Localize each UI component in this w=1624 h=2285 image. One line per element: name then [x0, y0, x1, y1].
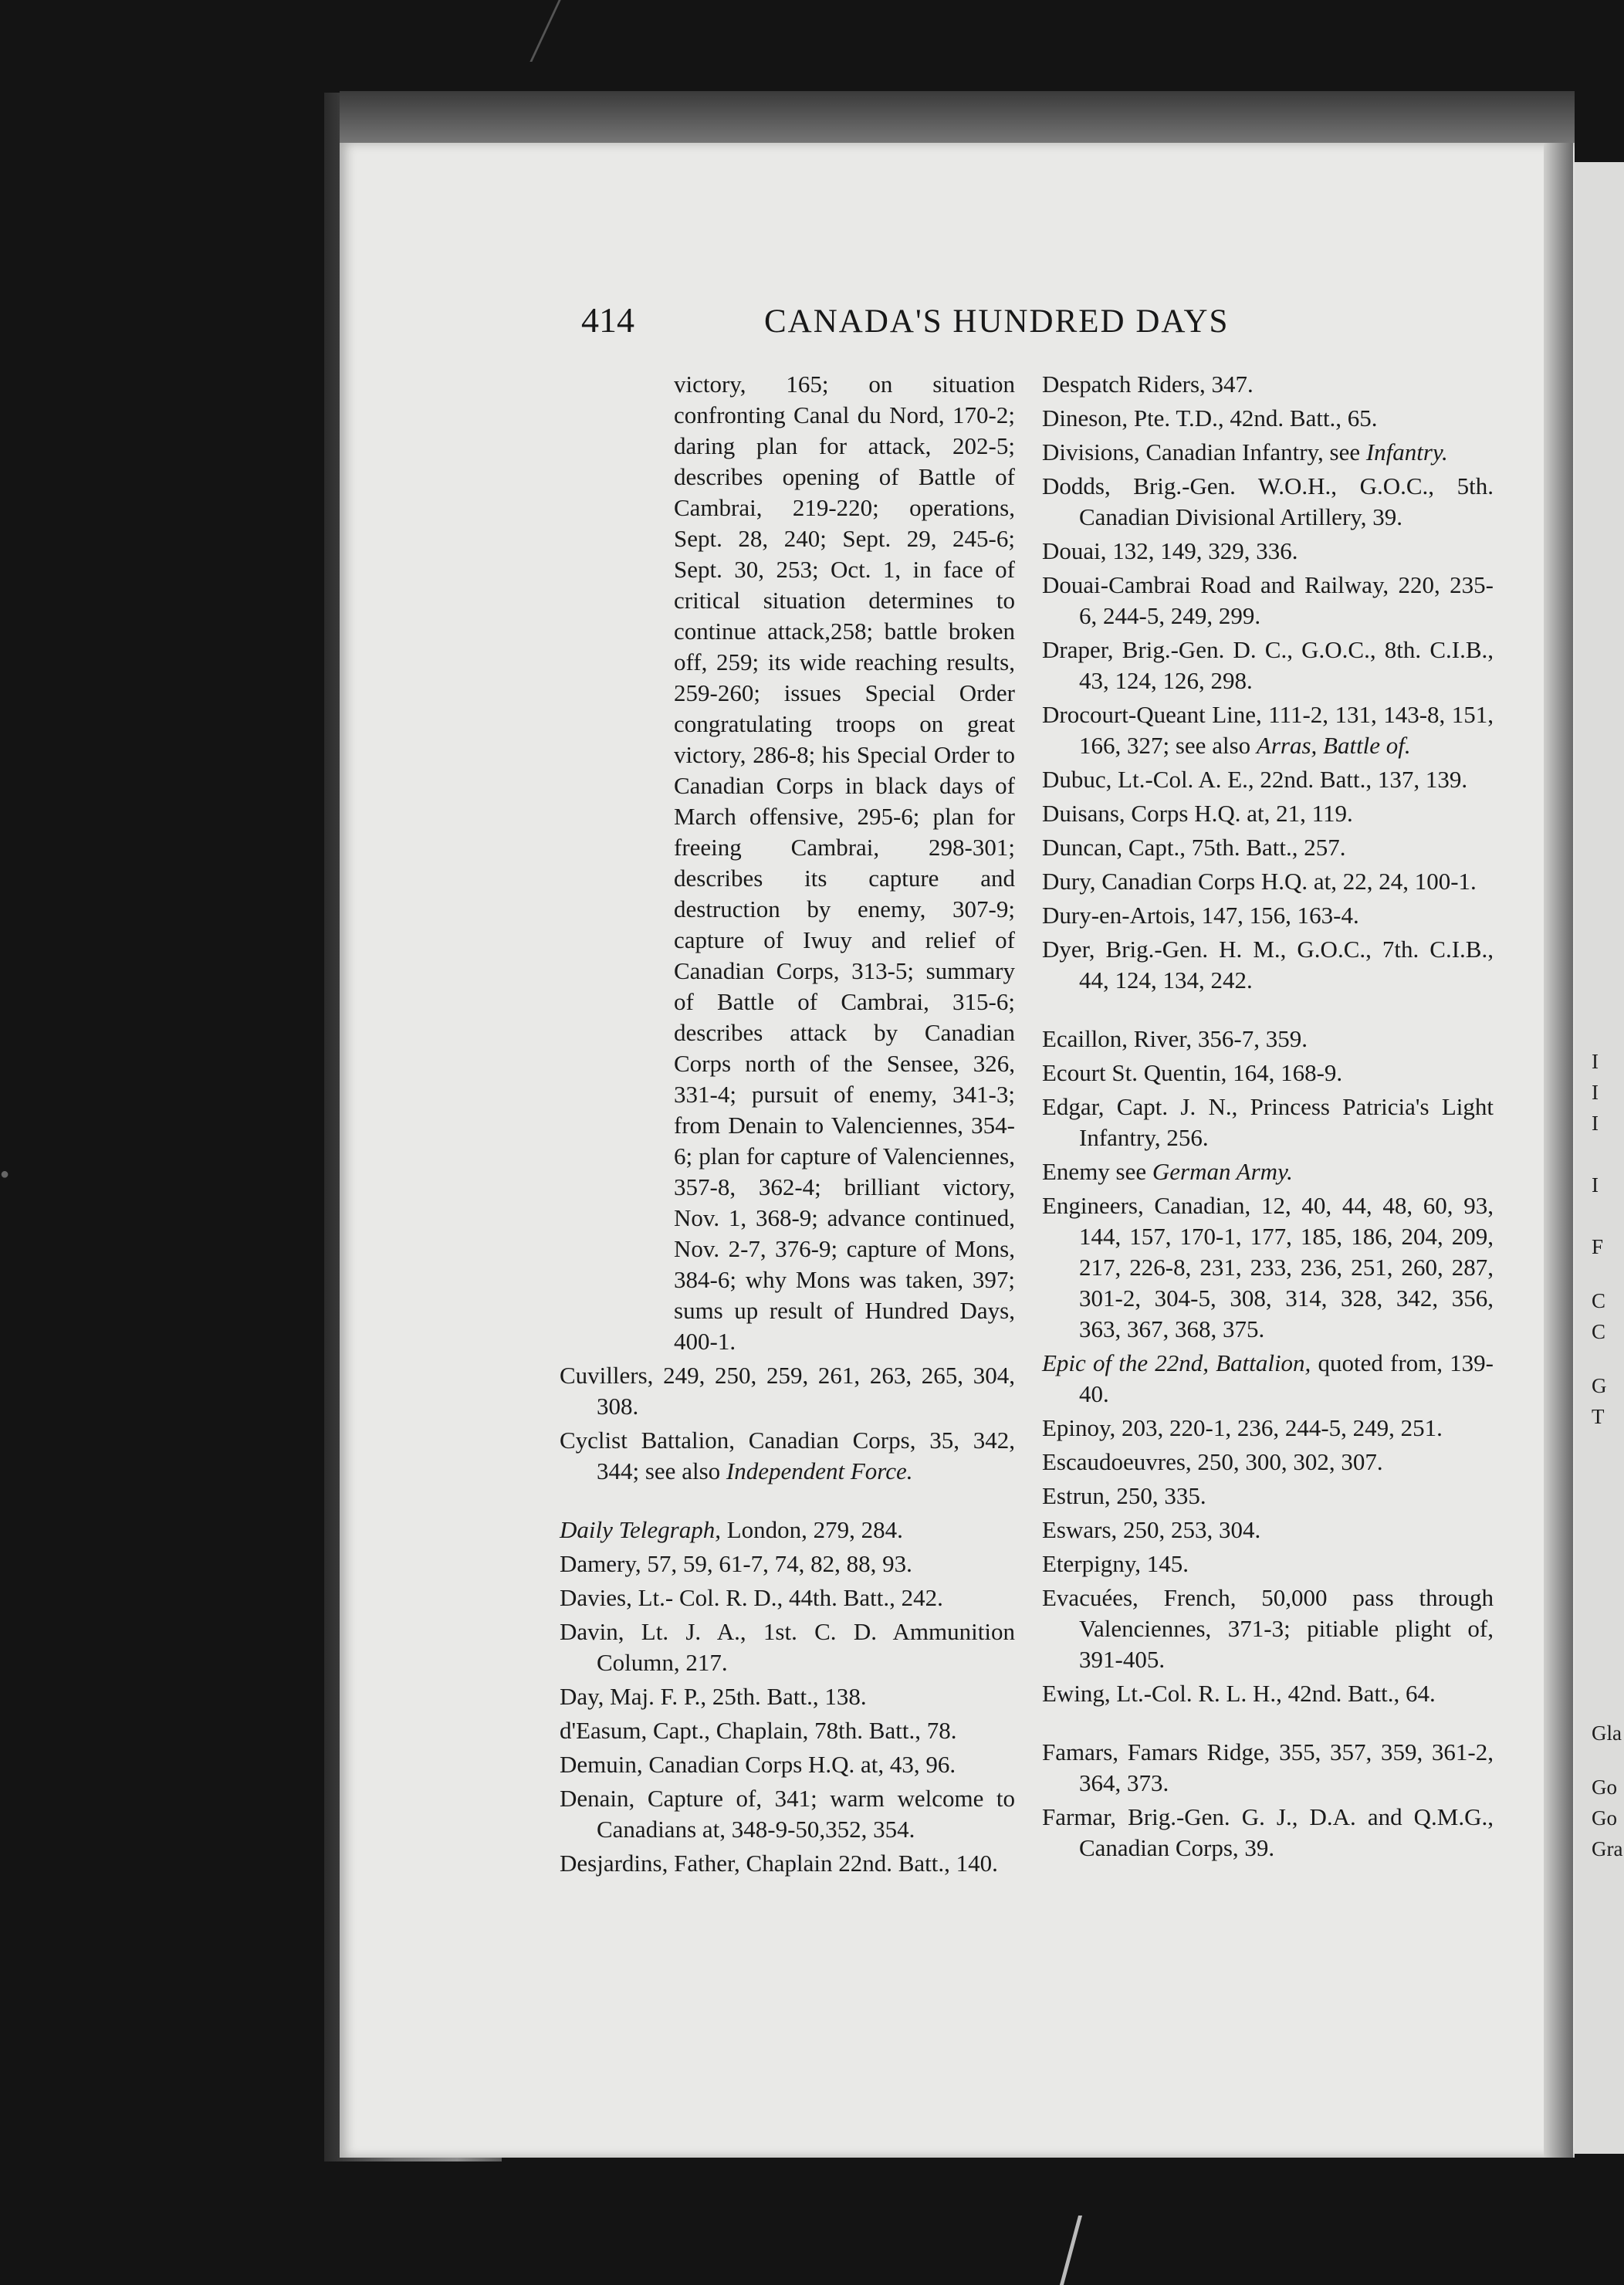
index-entry: Dineson, Pte. T.D., 42nd. Batt., 65.	[1042, 405, 1378, 432]
index-entry: Douai, 132, 149, 329, 336.	[1042, 537, 1298, 564]
index-column-right	[1042, 369, 1494, 1867]
index-entry: Despatch Riders, 347.	[1042, 371, 1254, 398]
index-entry: Eswars, 250, 253, 304.	[1042, 1516, 1261, 1543]
entry-cross-reference: German Army.	[1152, 1158, 1293, 1185]
index-entry: Dury-en-Artois, 147, 156, 163-4.	[1042, 902, 1359, 929]
next-page	[1575, 162, 1624, 2154]
running-title: CANADA'S HUNDRED DAYS	[764, 303, 1230, 340]
index-entry: Duncan, Capt., 75th. Batt., 257.	[1042, 834, 1346, 861]
entry-cross-reference: Infantry.	[1365, 438, 1448, 465]
index-entry: Estrun, 250, 335.	[1042, 1482, 1206, 1509]
index-entry: Dury, Canadian Corps H.Q. at, 22, 24, 100-1.	[1042, 868, 1477, 895]
entry-cross-reference: Independent Force.	[726, 1457, 913, 1484]
next-page-fragment: Go	[1592, 1776, 1617, 1799]
scan-speck: ●	[0, 1166, 10, 1183]
next-page-fragment: Gla	[1592, 1721, 1622, 1745]
index-entry	[560, 1515, 1015, 1545]
entry-text: London, 279, 284.	[720, 1516, 903, 1543]
entry-title: Daily Telegraph,	[560, 1516, 721, 1543]
index-entry	[1042, 1348, 1494, 1410]
index-entry: Duisans, Corps H.Q. at, 21, 119.	[1042, 800, 1353, 827]
index-entry: Engineers, Canadian, 12, 40, 44, 48, 60, 93, 144, 157, 170-1, 177, 185, 186, 204, 209, 217, 226-8, 231, 233, 236, 251, 260, 287, 301-2, 304-5, 308, 314, 328, 342, 356, 363, 367, 368, 375.	[1042, 1192, 1494, 1342]
index-entry	[1042, 437, 1494, 468]
letter-gap	[1042, 1712, 1494, 1737]
index-entry	[560, 1425, 1015, 1487]
next-page-fragment: I	[1592, 1081, 1599, 1104]
index-entry: Farmar, Brig.-Gen. G. J., D.A. and Q.M.G., Canadian Corps, 39.	[1042, 1803, 1494, 1861]
index-column-left	[560, 369, 1015, 1882]
next-page-fragment: C	[1592, 1289, 1606, 1312]
index-entry: Ecourt St. Quentin, 164, 168-9.	[1042, 1059, 1343, 1086]
page-number: 414	[581, 300, 634, 340]
index-entry: Davin, Lt. J. A., 1st. C. D. Ammunition Column, 217.	[560, 1618, 1015, 1676]
index-entry: Denain, Capture of, 341; warm welcome to Canadians at, 348-9-50,352, 354.	[560, 1785, 1015, 1843]
continuation-text: victory, 165; on situation confronting Canal du Nord, 170-2; daring plan for attack, 202-5; describes opening of Battle of Cambrai, 219-220; operations, Sept. 28, 240; Sept. 29, 245-6; Sept. 30, 253; Oct. 1, in face of critical situation determines to continue attack,258; battle broken off, 259; its wide reaching results, 259-260; issues Special Order congratulating troops on great victory, 286-8; his Special Order to Canadian Corps in black days of March offensive, 295-6; plan for freeing Cambrai, 298-301; describes its capture and destruction by enemy, 307-9; capture of Iwuy and relief of Canadian Corps, 313-5; summary of Battle of Cambrai, 315-6; describes attack by Canadian Corps north of the Sensee, 326, 331-4; pursuit of enemy, 341-3; from Denain to Valenciennes, 354-6; plan for capture of Valenciennes, 357-8, 362-4; brilliant victory, Nov. 1, 368-9; advance continued, Nov. 2-7, 376-9; capture of Mons, 384-6; why Mons was taken, 397; sums up result of Hundred Days, 400-1.	[674, 371, 1015, 1355]
book-gutter	[1544, 143, 1573, 2158]
page-top-edge	[340, 91, 1575, 145]
next-page-fragment: Gra	[1592, 1837, 1623, 1860]
index-entry: Ecaillon, River, 356-7, 359.	[1042, 1025, 1308, 1052]
entry-title: Epic of the 22nd, Battalion,	[1042, 1349, 1311, 1376]
index-entry-continuation	[560, 369, 1015, 1357]
index-entry: Damery, 57, 59, 61-7, 74, 82, 88, 93.	[560, 1550, 912, 1577]
index-entry: Day, Maj. F. P., 25th. Batt., 138.	[560, 1683, 867, 1710]
letter-gap	[560, 1490, 1015, 1515]
entry-text: Divisions, Canadian Infantry, see	[1042, 438, 1366, 465]
index-entry: Evacuées, French, 50,000 pass through Valenciennes, 371-3; pitiable plight of, 391-405.	[1042, 1584, 1494, 1673]
entry-text: quoted from, 139-40.	[1079, 1349, 1494, 1407]
index-entry: Dyer, Brig.-Gen. H. M., G.O.C., 7th. C.I.B., 44, 124, 134, 242.	[1042, 936, 1494, 994]
index-entry: Dubuc, Lt.-Col. A. E., 22nd. Batt., 137, 139.	[1042, 766, 1468, 793]
next-page-fragment: T	[1592, 1405, 1605, 1428]
index-entry: Dodds, Brig.-Gen. W.O.H., G.O.C., 5th. Canadian Divisional Artillery, 39.	[1042, 472, 1494, 530]
index-entry	[1042, 1156, 1494, 1187]
entry-cross-reference: Arras, Battle of.	[1256, 732, 1411, 759]
index-entry: Douai-Cambrai Road and Railway, 220, 235-6, 244-5, 249, 299.	[1042, 571, 1494, 629]
index-entry	[1042, 699, 1494, 761]
ink-mark	[529, 0, 607, 62]
ink-mark-bottom	[1060, 2216, 1098, 2285]
next-page-fragment: I	[1592, 1112, 1599, 1135]
index-entry: Eterpigny, 145.	[1042, 1550, 1189, 1577]
next-page-fragment: I	[1592, 1050, 1599, 1073]
letter-gap	[1042, 999, 1494, 1024]
index-entry: Edgar, Capt. J. N., Princess Patricia's Light Infantry, 256.	[1042, 1093, 1494, 1151]
index-entry: Desjardins, Father, Chaplain 22nd. Batt., 140.	[560, 1850, 998, 1877]
next-page-fragment: G	[1592, 1374, 1607, 1397]
index-entry: Davies, Lt.- Col. R. D., 44th. Batt., 242.	[560, 1584, 943, 1611]
next-page-fragment: C	[1592, 1320, 1606, 1343]
entry-text: Enemy see	[1042, 1158, 1152, 1185]
index-entry: Famars, Famars Ridge, 355, 357, 359, 361-2, 364, 373.	[1042, 1738, 1494, 1796]
running-head	[0, 300, 1624, 346]
index-entry: Ewing, Lt.-Col. R. L. H., 42nd. Batt., 64.	[1042, 1680, 1436, 1707]
next-page-fragment: F	[1592, 1235, 1604, 1258]
index-entry: Cuvillers, 249, 250, 259, 261, 263, 265, 304, 308.	[560, 1362, 1015, 1420]
entry-text: Drocourt-Queant Line, 111-2, 131, 143-8, 151, 166, 327; see also	[1042, 701, 1494, 759]
entry-text: Cyclist Battalion, Canadian Corps, 35, 342, 344; see also	[560, 1427, 1015, 1484]
next-page-fragment: Go	[1592, 1806, 1617, 1830]
index-entry: Draper, Brig.-Gen. D. C., G.O.C., 8th. C.I.B., 43, 124, 126, 298.	[1042, 636, 1494, 694]
index-entry: Epinoy, 203, 220-1, 236, 244-5, 249, 251.	[1042, 1414, 1443, 1441]
index-entry: Demuin, Canadian Corps H.Q. at, 43, 96.	[560, 1751, 956, 1778]
index-entry: d'Easum, Capt., Chaplain, 78th. Batt., 78.	[560, 1717, 957, 1744]
next-page-fragment: I	[1592, 1173, 1599, 1197]
index-entry: Escaudoeuvres, 250, 300, 302, 307.	[1042, 1448, 1383, 1475]
